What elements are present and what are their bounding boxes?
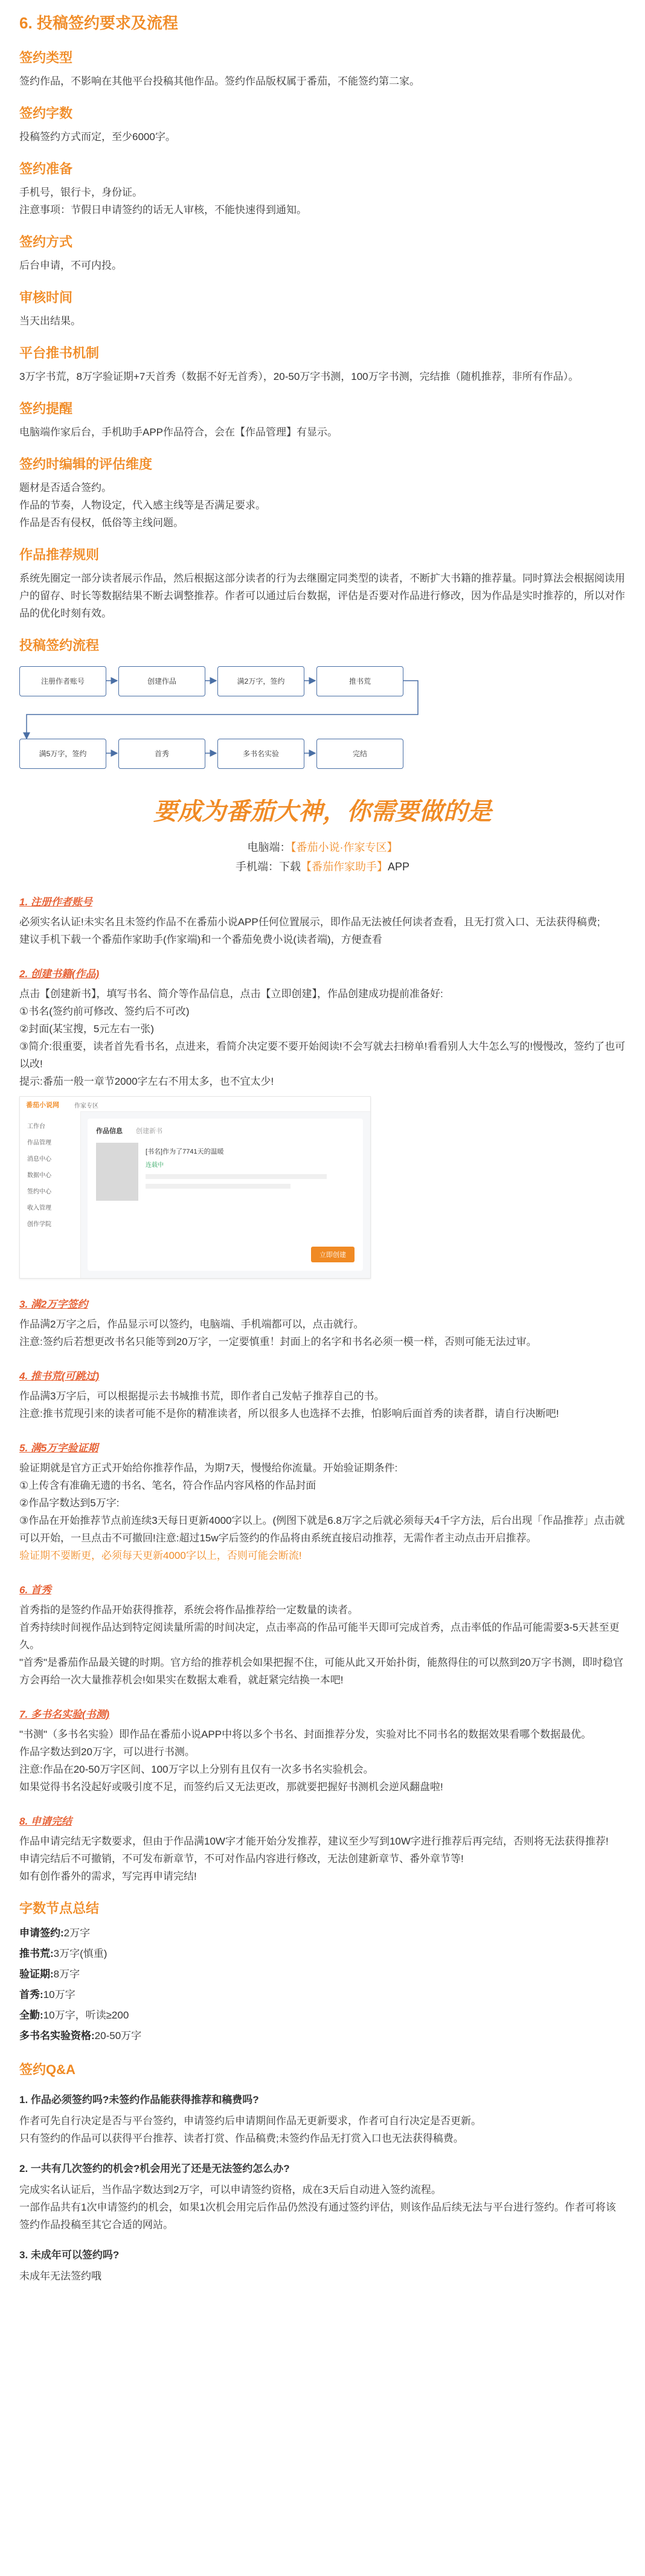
section-heading: 签约类型 xyxy=(19,50,73,65)
section-text: 作品的节奏，人物设定，代入感主线等是否满足要求。 xyxy=(19,499,266,511)
step-title: 1. 注册作者账号 xyxy=(19,896,92,908)
banner-title: 要成为番茄大神，你需要做的是 xyxy=(153,798,492,825)
step-title: 2. 创建书籍(作品) xyxy=(19,968,100,980)
shot-sidebar-item[interactable]: 收入管理 xyxy=(27,1205,51,1212)
qa-heading: 签约Q&A xyxy=(19,2062,75,2077)
shot-sidebar-item[interactable]: 作品管理 xyxy=(27,1140,51,1146)
section-text: 系统先圈定一部分读者展示作品，然后根据这部分读者的行为去继圈定同类型的读者，不断扩大书籍的推荐量。同时算法会根据阅读用户的留存、时长等数据结果不断去调整推荐。作者可以通过后台数据，评估是否要对作品进行修改，因为作品是实时推荐的，所以对作品的优化时刻有效。 xyxy=(19,573,625,619)
flow-box-register: 注册作者账号 xyxy=(19,666,106,696)
step-title: 7. 多书名实验(书测) xyxy=(19,1709,110,1720)
steps xyxy=(19,893,626,1885)
section-text: 手机号，银行卡，身份证。 xyxy=(19,187,143,198)
qa-question: 2. 一共有几次签约的机会?机会用光了还是无法签约怎么办? xyxy=(19,2163,290,2174)
qa-answer: 完成实名认证后，当作品字数达到2万字，可以申请签约资格，成在3天后自动进入签约流程。 xyxy=(19,2184,441,2195)
banner-mobile xyxy=(19,857,626,876)
section-text: 当天出结果。 xyxy=(19,315,81,327)
step-text: 作品满3万字后，可以根据提示去书城推书荒，即作者自己发帖子推荐自己的书。 xyxy=(19,1390,385,1402)
step-text: ③简介:很重要，读者首先看书名，点进来，看简介决定要不要开始阅读!不会写就去扫榜单!看看别人大牛怎么写的!慢慢改，签约了也可以改! xyxy=(19,1041,626,1070)
word-node-row xyxy=(19,1944,626,1964)
word-node-row xyxy=(19,2026,626,2046)
word-node-key: 申请签约: xyxy=(19,1927,64,1939)
step-text: 申请完结后不可撤销，不可发布新章节，不可对作品内容进行修改，无法创建新章节、番外章节等! xyxy=(19,1853,464,1865)
flow-box-finish: 完结 xyxy=(316,739,403,769)
shot-placeholder-line xyxy=(146,1174,327,1179)
word-node-key: 推书荒: xyxy=(19,1948,54,1959)
step-text: 首秀指的是签约作品开始获得推荐，系统会将作品推荐给一定数量的读者。 xyxy=(19,1604,358,1616)
section-text: 3万字书荒，8万字验证期+7天首秀（数据不好无首秀），20-50万字书测，100万字书测，完结推（随机推荐，非所有作品）。 xyxy=(19,371,579,382)
banner-pc-label: 电脑端： xyxy=(247,841,291,853)
section-text: 电脑端作家后台，手机助手APP作品符合，会在【作品管理】有显示。 xyxy=(19,426,338,438)
section-heading: 签约字数 xyxy=(19,106,73,121)
word-node-value: 8万字 xyxy=(53,1968,80,1980)
step-text: 作品满2万字之后，作品显示可以签约，电脑端、手机端都可以，点击就行。 xyxy=(19,1319,364,1330)
author-backend-screenshot xyxy=(19,1096,371,1279)
section-text: 签约作品，不影响在其他平台投稿其他作品。签约作品版权属于番茄，不能签约第二家。 xyxy=(19,75,420,87)
shot-topbar xyxy=(20,1097,370,1112)
shot-status: 连载中 xyxy=(146,1162,164,1169)
step-text: ②封面(某宝搜，5元左右一张) xyxy=(19,1023,155,1035)
step-title: 3. 满2万字签约 xyxy=(19,1299,88,1310)
flow-box-debut: 首秀 xyxy=(118,739,205,769)
flow-heading: 投稿签约流程 xyxy=(19,638,100,653)
section-heading: 平台推书机制 xyxy=(19,345,100,361)
banner-pc xyxy=(19,838,626,857)
step-text: 注意:推书荒现引来的读者可能不是你的精准读者，所以很多人也选择不去推，怕影响后面首秀的读者群，请自行决断吧! xyxy=(19,1408,559,1419)
flow-box-sign-50k: 满5万字，签约 xyxy=(19,739,106,769)
section-text: 后台申请，不可内投。 xyxy=(19,260,122,271)
step-text: "首秀"是番茄作品最关键的时期。官方给的推荐机会如果把握不住，可能从此又开始扑街，能熬得住的可以熬到20万字书测，即时稳官方会再给一次大量推荐机会!如果实在数据太难看，就赶紧完结换一本吧! xyxy=(19,1657,623,1686)
section-text: 作品是否有侵权，低俗等主线问题。 xyxy=(19,517,184,528)
word-node-row xyxy=(19,1964,626,1985)
flow-box-recommend: 推书荒 xyxy=(316,666,403,696)
section-heading: 签约准备 xyxy=(19,161,73,176)
word-nodes-list xyxy=(19,1923,626,2046)
step-text: 如有创作番外的需求，写完再申请完结! xyxy=(19,1871,197,1882)
step-text: "书测"（多书名实验）即作品在番茄小说APP中将以多个书名、封面推荐分发，实验对比不同书名的数据效果看哪个数据最优。 xyxy=(19,1729,592,1740)
step-text: ③作品在开始推荐节点前连续3天每日更新4000字以上。(例图下就是6.8万字之后就必须每天4千字方法，后台出现「作品推荐」点击就可以开始，一旦点击不可撤回!注意:超过15w字后签约的作品将由系统直接启动推荐，无需作者主动点击开启推荐。 xyxy=(19,1515,625,1544)
word-node-row xyxy=(19,2005,626,2026)
step-text: 注意:作品在20-50万字区间、100万字以上分别有且仅有一次多书名实验机会。 xyxy=(19,1764,374,1775)
step-text: 注意:签约后若想更改书名只能等到20万字，一定要慎重！封面上的名字和书名必须一模一样，否则可能无法过审。 xyxy=(19,1336,537,1347)
flow-diagram xyxy=(19,660,626,778)
section-text: 注意事项：节假日申请签约的话无人审核，不能快速得到通知。 xyxy=(19,204,307,216)
word-node-row xyxy=(19,1923,626,1944)
qa-answer: 未成年无法签约哦 xyxy=(19,2270,101,2282)
step-text: 首秀持续时间视作品达到特定阅读量所需的时间决定，点击率高的作品可能半天即可完成首秀，点击率低的作品可能需要3-5天甚至更久。 xyxy=(19,1622,620,1651)
word-node-value: 2万字 xyxy=(63,1927,91,1939)
banner-mobile-tail: APP xyxy=(387,861,410,873)
shot-cover xyxy=(96,1143,138,1201)
qa-question: 3. 未成年可以签约吗? xyxy=(19,2249,120,2261)
step-text: 验证期不要断更，必须每天更新4000字以上，否则可能会断流! xyxy=(19,1550,302,1561)
step-text: 必须实名认证!未实名且未签约作品不在番茄小说APP任何位置展示，即作品无法被任何读者查看，且无打赏入口、无法获得稿费; xyxy=(19,916,600,928)
section-text: 投稿签约方式而定，至少6000字。 xyxy=(19,131,176,143)
flow-box-title-test: 多书名实验 xyxy=(217,739,304,769)
word-node-value: 10万字 xyxy=(43,1989,75,2000)
step-text: ①上传含有准确无遗的书名、笔名，符合作品内容风格的作品封面 xyxy=(19,1480,316,1491)
step-text: 点击【创建新书】，填写书名、简介等作品信息，点击【立即创建】，作品创建成功提前准备好: xyxy=(19,988,443,1000)
shot-nav-item: 作家专区 xyxy=(74,1103,98,1110)
step-text: 建议手机下载一个番茄作家助手(作家端)和一个番茄免费小说(读者端)，方便查看 xyxy=(19,934,382,945)
section-heading: 签约方式 xyxy=(19,234,73,249)
step-text: 验证期就是官方正式开始给你推荐作品，为期7天，慢慢给你流量。开始验证期条件: xyxy=(19,1462,398,1474)
step-text: ②作品字数达到5万字: xyxy=(19,1497,120,1509)
step-text: 如果觉得书名没起好或吸引度不足，而签约后又无法更改，那就要把握好书测机会逆风翻盘啦! xyxy=(19,1781,443,1793)
step-text: 提示:番茄一般一章节2000字左右不用太多，也不宜太少! xyxy=(19,1076,274,1087)
word-node-row xyxy=(19,1985,626,2005)
banner-mobile-label: 手机端：下载 xyxy=(235,861,301,873)
qa-question: 1. 作品必须签约吗?未签约作品能获得推荐和稿费吗? xyxy=(19,2094,259,2105)
section-heading: 签约提醒 xyxy=(19,401,73,416)
step-text: 作品申请完结无字数要求，但由于作品满10W字才能开始分发推荐，建议至少写到10W字进行推荐后再完结，否则将无法获得推荐! xyxy=(19,1836,609,1847)
word-node-value: 20-50万字 xyxy=(94,2030,142,2041)
step-title: 6. 首秀 xyxy=(19,1584,51,1596)
shot-sidebar-item[interactable]: 创作学院 xyxy=(27,1221,51,1228)
section-heading: 审核时间 xyxy=(19,290,73,305)
shot-sidebar-item[interactable]: 工作台 xyxy=(27,1123,45,1130)
shot-brand: 番茄小说网 xyxy=(26,1102,59,1109)
shot-placeholder-line xyxy=(146,1184,290,1189)
step-text: ①书名(签约前可修改、签约后不可改) xyxy=(19,1006,190,1017)
shot-tab-a: 作品信息 xyxy=(96,1128,123,1135)
banner-mobile-link[interactable]: 【番茄作家助手】 xyxy=(300,861,388,873)
shot-sidebar xyxy=(20,1111,81,1278)
word-node-value: 10万字，听读≥200 xyxy=(43,2009,129,2021)
step-title: 4. 推书荒(可跳过) xyxy=(19,1370,100,1382)
qa-answer: 一部作品共有1次申请签约的机会，如果1次机会用完后作品仍然没有通过签约评估，则该作品后续无法与平台进行签约。作者可将该签约作品投稿至其它合适的网站。 xyxy=(19,2202,616,2231)
section-text: 题材是否适合签约。 xyxy=(19,482,112,493)
shot-sidebar-item[interactable]: 数据中心 xyxy=(27,1172,51,1179)
word-node-value: 3万字(慎重) xyxy=(53,1948,108,1959)
shot-sidebar-item[interactable]: 消息中心 xyxy=(27,1156,51,1163)
banner-pc-link[interactable]: 【番茄小说·作家专区】 xyxy=(290,841,398,853)
section-heading: 签约时编辑的评估维度 xyxy=(19,457,153,472)
page-title: 6. 投稿签约要求及流程 xyxy=(19,14,178,32)
shot-main xyxy=(88,1119,363,1271)
shot-book-title: [书名]作为了7741天的温暖 xyxy=(146,1148,224,1155)
step-title: 8. 申请完结 xyxy=(19,1816,72,1827)
shot-sidebar-item[interactable]: 签约中心 xyxy=(27,1189,51,1195)
shot-tab-b: 创建新书 xyxy=(136,1128,162,1135)
word-node-key: 验证期: xyxy=(19,1968,54,1980)
word-node-key: 多书名实验资格: xyxy=(19,2030,95,2041)
step-title: 5. 满5万字验证期 xyxy=(19,1442,98,1454)
sections xyxy=(19,48,626,622)
step-text: 作品字数达到20万字，可以进行书测。 xyxy=(19,1746,195,1758)
shot-create-button[interactable]: 立即创建 xyxy=(311,1247,355,1262)
word-node-key: 全勤: xyxy=(19,2009,43,2021)
word-node-key: 首秀: xyxy=(19,1989,43,2000)
qa-answer: 作者可先自行决定是否与平台签约，申请签约后申请期间作品无更新要求，作者可自行决定是否更新。 xyxy=(19,2115,481,2127)
qa-list xyxy=(19,2092,626,2285)
section-heading: 作品推荐规则 xyxy=(19,547,100,562)
flow-box-create: 创建作品 xyxy=(118,666,205,696)
word-nodes-heading: 字数节点总结 xyxy=(19,1901,100,1916)
flow-box-sign-20k: 满2万字，签约 xyxy=(217,666,304,696)
qa-answer: 只有签约的作品可以获得平台推荐、读者打赏、作品稿费;未签约作品无打赏入口也无法获得稿费。 xyxy=(19,2133,464,2144)
